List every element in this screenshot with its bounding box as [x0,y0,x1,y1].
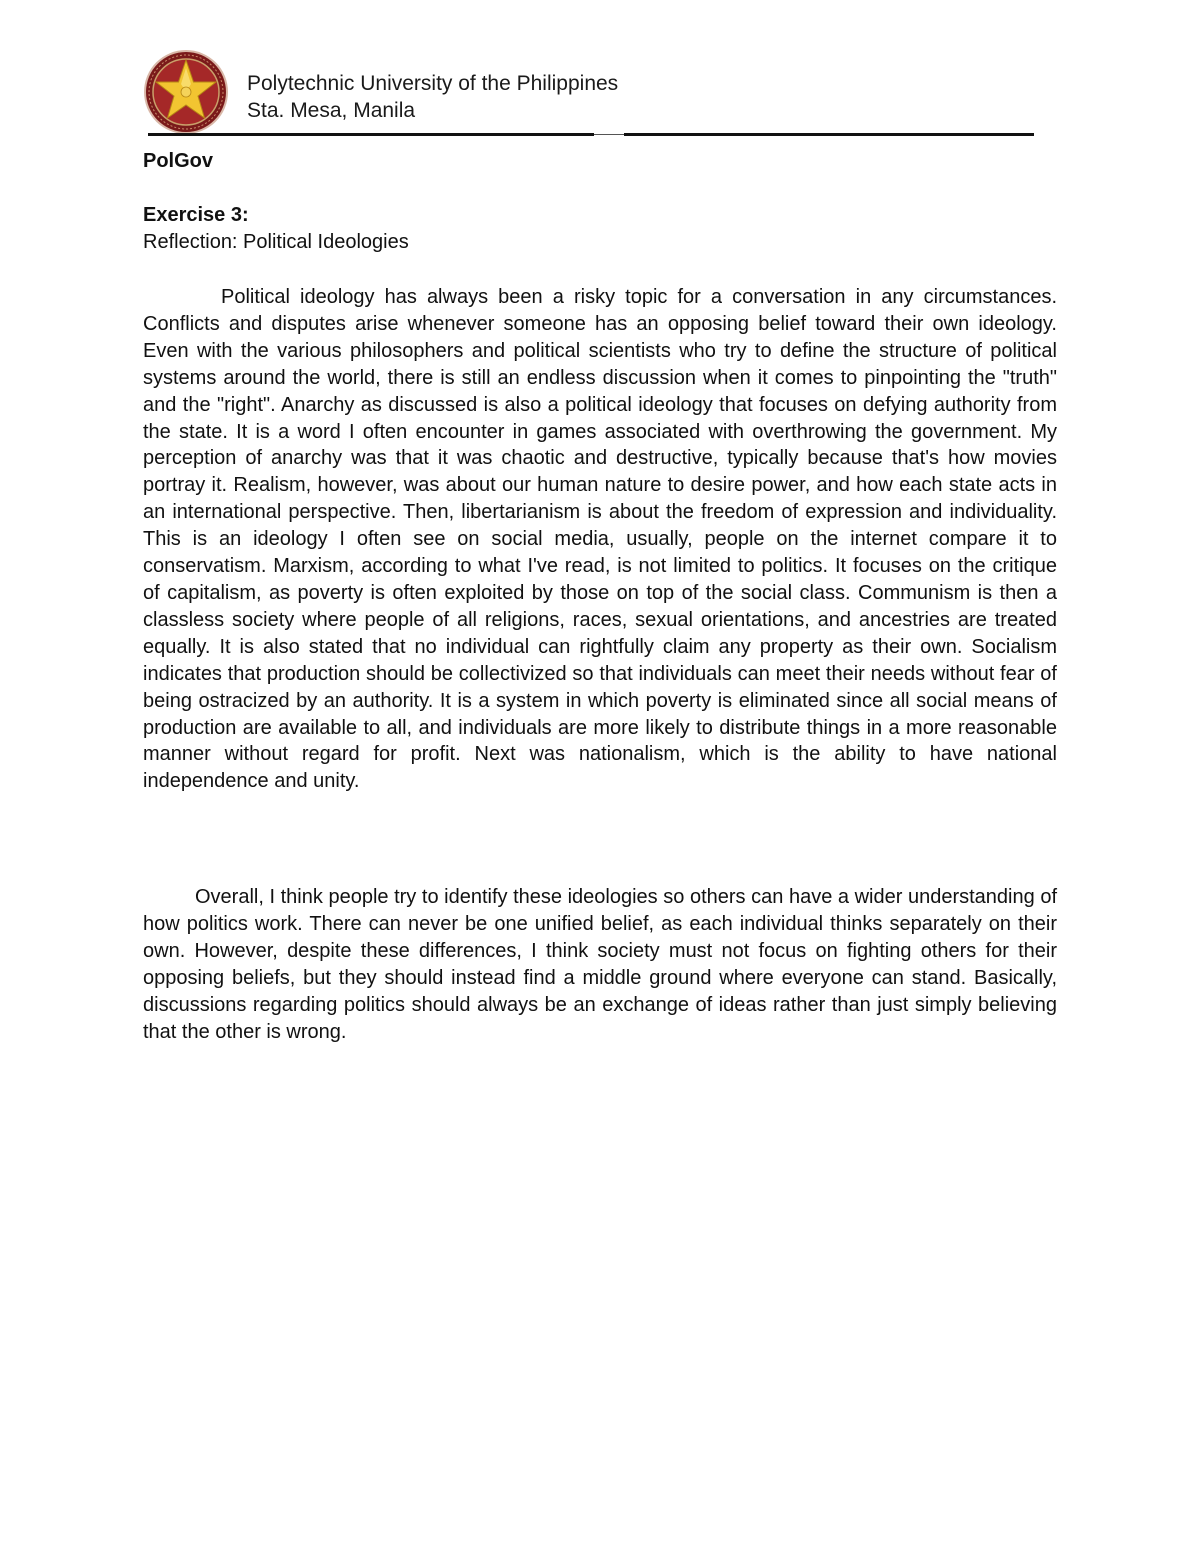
header-divider-thin [594,134,624,135]
exercise-title: Exercise 3: [143,204,249,226]
body-paragraph-1: Political ideology has always been a risky topic for a conversation in any circumstances. Conflicts and disputes arise whenever someone has an opposing belief toward their own ideology. Even with the various philosophers and political scientists who try to define the structure of political systems around the world, there is still an endless discussion when it comes to pinpointing the "truth" and the "right". Anarchy as discussed is also a political ideology that focuses on defying authority from the state. It is a word I often encounter in games associated with overthrowing the government. My perception of anarchy was that it was chaotic and destructive, typically because that's how movies portray it. Realism, however, was about our human nature to desire power, and how each state acts in an international perspective. Then, libertarianism is about the freedom of expression and individuality. This is an ideology I often see on social media, usually, people on the internet compare it to conservatism. Marxism, according to what I've read, is not limited to politics. It focuses on the critique of capitalism, as poverty is often exploited by those on top of the social class. Communism is then a classless society where people of all religions, races, sexual orientations, and ancestries are treated equally. It is also stated that no individual can rightfully claim any property as their own. Socialism indicates that production should be collectivized so that individuals can meet their needs without fear of being ostracized by an authority. It is a system in which poverty is eliminated since all social means of production are available to all, and individuals are more likely to distribute things in a more reasonable manner without regard for profit. Next was nationalism, which is the ability to have national independence and unity. [143,286,1057,793]
letterhead [142,48,1042,138]
pup-seal-icon [142,48,230,136]
university-name: Polytechnic University of the Philippines [247,72,619,95]
exercise-subtitle: Reflection: Political Ideologies [143,231,409,253]
body-paragraph-2: Overall, I think people try to identify these ideologies so others can have a wider understanding of how politics work. There can never be one unified belief, as each individual thinks separately on their own. However, despite these differences, I think society must not focus on fighting others for their opposing beliefs, but they should instead find a middle ground where everyone can stand. Basically, discussions regarding politics should always be an exchange of ideas rather than just simply believing that the other is wrong. [143,886,1057,1043]
university-location: Sta. Mesa, Manila [247,99,416,122]
university-name-block [247,70,618,124]
header-divider [148,133,1034,136]
course-code: PolGov [143,150,214,172]
